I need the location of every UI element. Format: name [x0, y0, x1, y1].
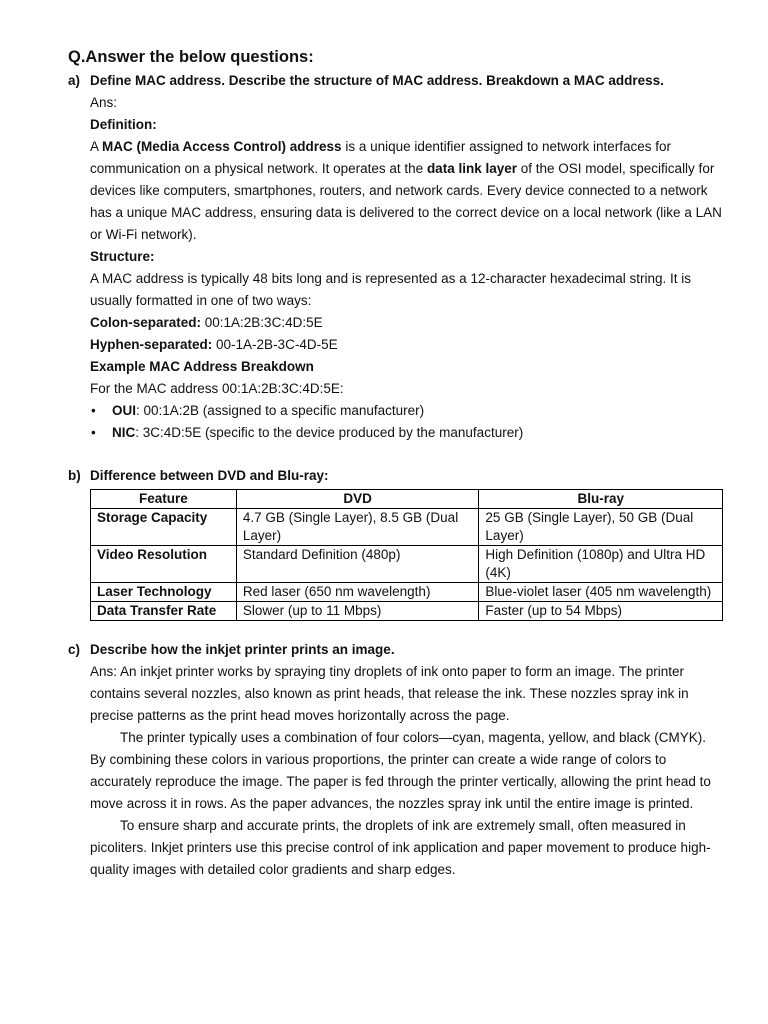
inkjet-paragraph-3: To ensure sharp and accurate prints, the droplets of ink are extremely small, often measured in picoliters. Inkjet printers use this precise control of ink application and paper movement to produce high-quality images with detailed color gradients and sharp edges. [90, 818, 711, 877]
dvd-cell: 4.7 GB (Single Layer), 8.5 GB (Dual Layer) [236, 509, 479, 546]
dvd-cell: Standard Definition (480p) [236, 546, 479, 583]
bluray-cell: Blue-violet laser (405 nm wavelength) [479, 583, 723, 602]
feature-cell: Data Transfer Rate [91, 602, 237, 621]
bullet-text: : 3C:4D:5E (specific to the device produced by the manufacturer) [135, 425, 524, 440]
feature-cell: Laser Technology [91, 583, 237, 602]
example-paragraph: For the MAC address 00:1A:2B:3C:4D:5E: [90, 381, 344, 396]
header-feature: Feature [91, 490, 237, 509]
answer-label: Ans: [90, 95, 118, 110]
question-b-marker: b) [68, 468, 81, 483]
hyphen-format-line [90, 334, 724, 356]
table-row [91, 546, 723, 583]
definition-paragraph [90, 136, 724, 246]
question-c [68, 639, 724, 881]
def-text-2: is a unique identifier assigned to network interfaces for communication on a physical network. It operates at the [90, 139, 672, 176]
structure-heading: Structure: [90, 249, 155, 264]
header-dvd: DVD [236, 490, 479, 509]
list-item [90, 400, 724, 422]
feature-cell: Video Resolution [91, 546, 237, 583]
hyphen-value: 00-1A-2B-3C-4D-5E [212, 337, 338, 352]
colon-label: Colon-separated: [90, 315, 202, 330]
definition-heading: Definition: [90, 117, 157, 132]
spacer [68, 444, 724, 465]
bluray-cell: 25 GB (Single Layer), 50 GB (Dual Layer) [479, 509, 723, 546]
question-a [68, 70, 724, 444]
dvd-cell: Slower (up to 11 Mbps) [236, 602, 479, 621]
def-layer: data link layer [426, 161, 517, 176]
bullet-label: OUI [112, 403, 137, 418]
dvd-cell: Red laser (650 nm wavelength) [236, 583, 479, 602]
inkjet-paragraph-1: Ans: An inkjet printer works by spraying tiny droplets of ink onto paper to form an image. The printer contains several nozzles, also known as print heads, that release the ink. These nozzles spray ink in precise patterns as the print head moves horizontally across the page. [90, 664, 689, 723]
def-text-1: A [90, 139, 103, 154]
question-c-text: Describe how the inkjet printer prints an image. [90, 642, 395, 657]
bullet-label: NIC [112, 425, 136, 440]
table-row [91, 509, 723, 546]
table-row [91, 602, 723, 621]
document-page [68, 46, 724, 881]
page-title: Q.Answer the below questions: [68, 48, 314, 66]
bluray-cell: High Definition (1080p) and Ultra HD (4K) [479, 546, 723, 583]
bluray-cell: Faster (up to 54 Mbps) [479, 602, 723, 621]
colon-format-line [90, 312, 724, 334]
header-bluray: Blu-ray [479, 490, 723, 509]
table-row [91, 583, 723, 602]
hyphen-label: Hyphen-separated: [90, 337, 213, 352]
list-item [90, 422, 724, 444]
question-b-text: Difference between DVD and Blu-ray: [90, 468, 329, 483]
comparison-table [90, 489, 723, 621]
colon-value: 00:1A:2B:3C:4D:5E [201, 315, 323, 330]
feature-cell: Storage Capacity [91, 509, 237, 546]
inkjet-paragraph-2: The printer typically uses a combination of four colors—cyan, magenta, yellow, and black (CMYK). By combining these colors in various proportions, the printer can create a wide range of colors to accurately reproduce the image. The paper is fed through the printer vertically, allowing the print head to move across it in rows. As the paper advances, the nozzles spray ink until the entire image is printed. [90, 730, 711, 811]
def-text-3: of the OSI model, specifically for devices like computers, smartphones, routers, and network cards. Every device connected to a network has a unique MAC address, ensuring data is delivered to the correct device on a local network (like a LAN or Wi-Fi network). [90, 161, 722, 242]
question-c-marker: c) [68, 642, 81, 657]
structure-paragraph: A MAC address is typically 48 bits long and is represented as a 12-character hexadecimal string. It is usually formatted in one of two ways: [90, 271, 692, 308]
bullet-text: : 00:1A:2B (assigned to a specific manufacturer) [136, 403, 425, 418]
example-heading: Example MAC Address Breakdown [90, 359, 314, 374]
question-b [68, 465, 724, 621]
question-a-text: Define MAC address. Describe the structure of MAC address. Breakdown a MAC address. [90, 73, 664, 88]
question-a-marker: a) [68, 73, 81, 88]
breakdown-list [90, 400, 724, 444]
table-header-row [91, 490, 723, 509]
def-term: MAC (Media Access Control) address [102, 139, 342, 154]
